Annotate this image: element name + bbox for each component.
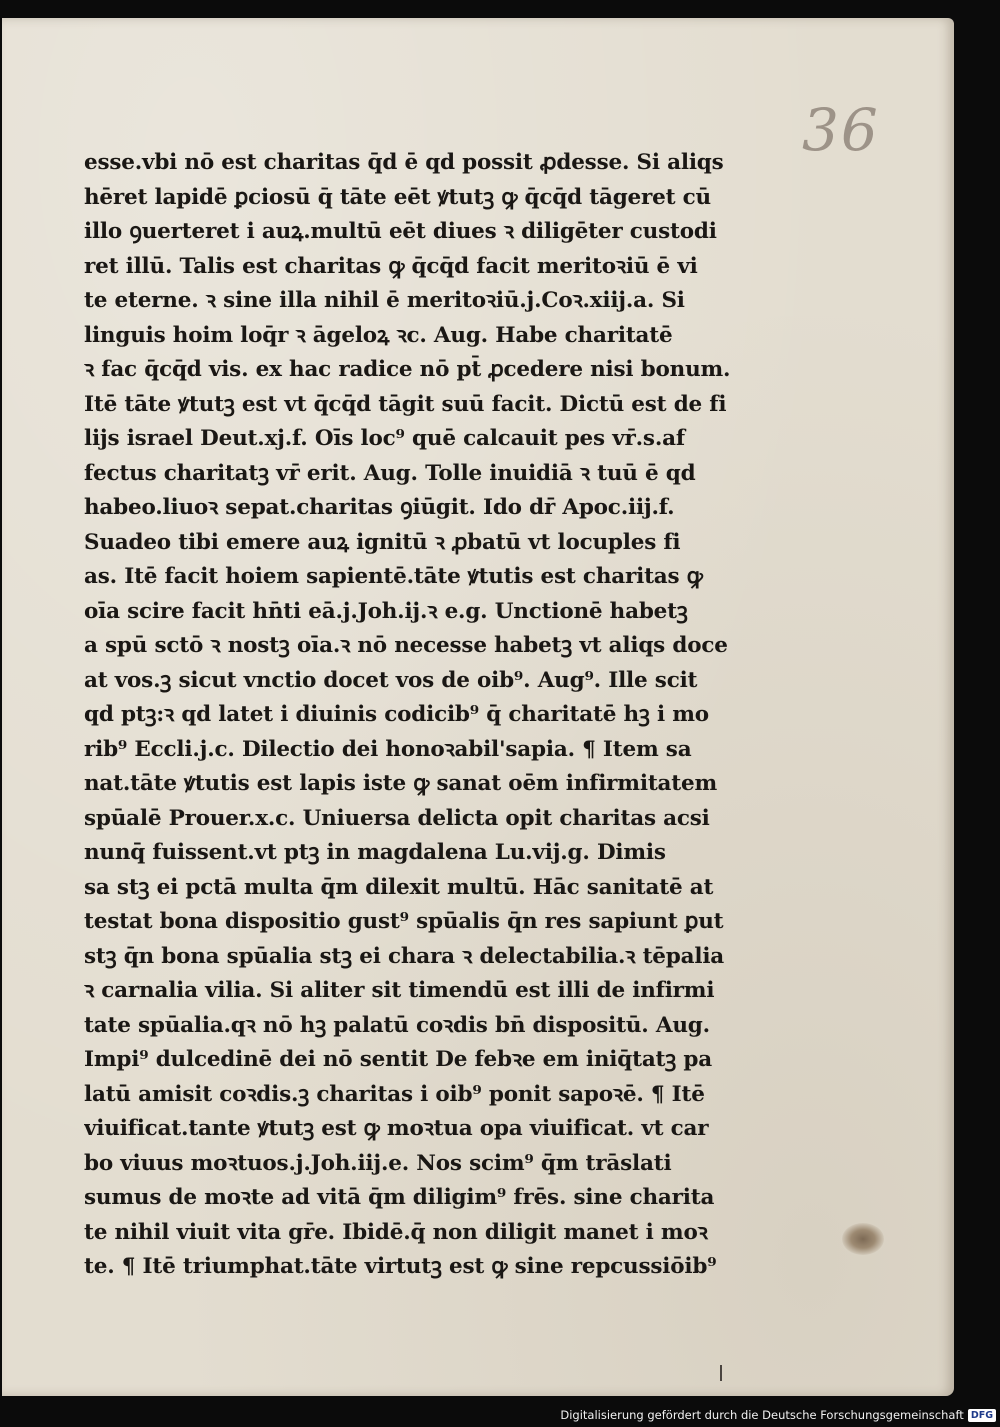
text-line: as. Itē facit hoiem sapientē.tāte ꝟtutis est charitas ꝙ bbox=[84, 564, 703, 589]
text-line: stꝫ q̄n bona spūalia stꝫ ei chara ꝛ delectabilia.ꝛ tēpalia bbox=[84, 943, 725, 969]
text-line: qd ptꝫ:ꝛ qd latet i diuinis codicib⁹ q̄ charitatē hꝫ i mo bbox=[84, 702, 709, 727]
text-line: ꝛ carnalia vilia. Si aliter sit timendū est illi de infirmi bbox=[84, 978, 715, 1003]
text-line: te. ¶ Itē triumphat.tāte virtutꝫ est ꝙ sine repcussiōib⁹ bbox=[84, 1254, 717, 1279]
book-page bbox=[2, 18, 954, 1396]
text-line: linguis hoim loq̄r ꝛ āgeloꝝ ꝛc. Aug. Habe charitatē bbox=[84, 322, 673, 348]
text-line: testat bona dispositio gust⁹ spūalis q̄n res sapiunt ꝑut bbox=[84, 909, 724, 934]
text-line: te eterne. ꝛ sine illa nihil ē meritoꝛiū.j.Coꝛ.xiij.a. Si bbox=[84, 288, 685, 313]
text-line: sumus de moꝛte ad vitā q̄m diligim⁹ frēs. sine charita bbox=[84, 1185, 715, 1210]
text-line: esse.vbi nō est charitas q̄d ē qd possit ꝓdesse. Si aliqs bbox=[84, 150, 724, 175]
text-line: nunq̄ fuissent.vt ptꝫ in magdalena Lu.vij.g. Dimis bbox=[84, 840, 666, 865]
text-line: illo ꝯuerteret i auꝝ.multū eēt diues ꝛ diligēter custodi bbox=[84, 219, 717, 244]
dfg-logo: DFG bbox=[968, 1409, 996, 1422]
text-line: habeo.liuoꝛ sepat.charitas ꝯiūgit. Ido dr̄ Apoc.iij.f. bbox=[84, 495, 675, 520]
text-line: nat.tāte ꝟtutis est lapis iste ꝙ sanat oēm infirmitatem bbox=[84, 771, 718, 796]
text-line: te nihil viuit vita gr̄e. Ibidē.q̄ non diligit manet i moꝛ bbox=[84, 1219, 708, 1245]
text-line: tate spūalia.qꝛ nō hꝫ palatū coꝛdis bn̄ dispositū. Aug. bbox=[84, 1012, 710, 1038]
text-line: at vos.ꝫ sicut vnctio docet vos de oib⁹. Aug⁹. Ille scit bbox=[84, 667, 698, 693]
text-line: fectus charitatꝫ vr̄ erit. Aug. Tolle inuidiā ꝛ tuū ē qd bbox=[84, 460, 696, 486]
text-line: sa stꝫ ei pctā multa q̄m dilexit multū. Hāc sanitatē at bbox=[84, 874, 714, 900]
text-line: Itē tāte ꝟtutꝫ est vt q̄cq̄d tāgit suū facit. Dictū est de fi bbox=[84, 391, 727, 417]
paper-stain bbox=[842, 1223, 884, 1255]
footer-credit: Digitalisierung gefördert durch die Deutsche Forschungsgemeinschaft bbox=[560, 1408, 964, 1422]
text-line: latū amisit coꝛdis.ꝫ charitas i oib⁹ ponit sapoꝛē. ¶ Itē bbox=[84, 1081, 705, 1107]
text-line: ꝛ fac q̄cq̄d vis. ex hac radice nō pt̄ ꝓcedere nisi bonum. bbox=[84, 357, 731, 382]
gutter-mark bbox=[720, 1365, 722, 1381]
folio-number: 36 bbox=[802, 96, 880, 164]
text-line: hēret lapidē ꝑciosū q̄ tāte eēt ꝟtutꝫ ꝙ q̄cq̄d tāgeret cū bbox=[84, 184, 711, 210]
text-line: a spū sctō ꝛ nostꝫ oīa.ꝛ nō necesse habetꝫ vt aliqs doce bbox=[84, 633, 728, 658]
text-line: Impi⁹ dulcedinē dei nō sentit De febꝛe em iniq̄tatꝫ pa bbox=[84, 1047, 712, 1072]
digitization-footer bbox=[560, 1406, 996, 1424]
text-line: lijs israel Deut.xj.f. Oīs loc⁹ quē calcauit pes vr̄.s.af bbox=[84, 426, 685, 451]
text-line: spūalē Prouer.x.c. Uniuersa delicta opit charitas acsi bbox=[84, 805, 710, 831]
text-block bbox=[84, 146, 764, 1285]
text-line: oīa scire facit hn̄ti eā.j.Joh.ij.ꝛ e.g. Unctionē habetꝫ bbox=[84, 598, 688, 624]
text-line: viuificat.tante ꝟtutꝫ est ꝙ moꝛtua opa viuificat. vt car bbox=[84, 1116, 709, 1141]
text-line: ret illū. Talis est charitas ꝙ q̄cq̄d facit meritoꝛiū ē vi bbox=[84, 253, 698, 279]
text-line: rib⁹ Eccli.j.c. Dilectio dei honoꝛabil'sapia. ¶ Item sa bbox=[84, 736, 692, 762]
text-line: Suadeo tibi emere auꝝ ignitū ꝛ ꝓbatū vt locuples fi bbox=[84, 529, 681, 555]
text-line: bo viuus moꝛtuos.j.Joh.iij.e. Nos scim⁹ q̄m trāslati bbox=[84, 1150, 672, 1176]
